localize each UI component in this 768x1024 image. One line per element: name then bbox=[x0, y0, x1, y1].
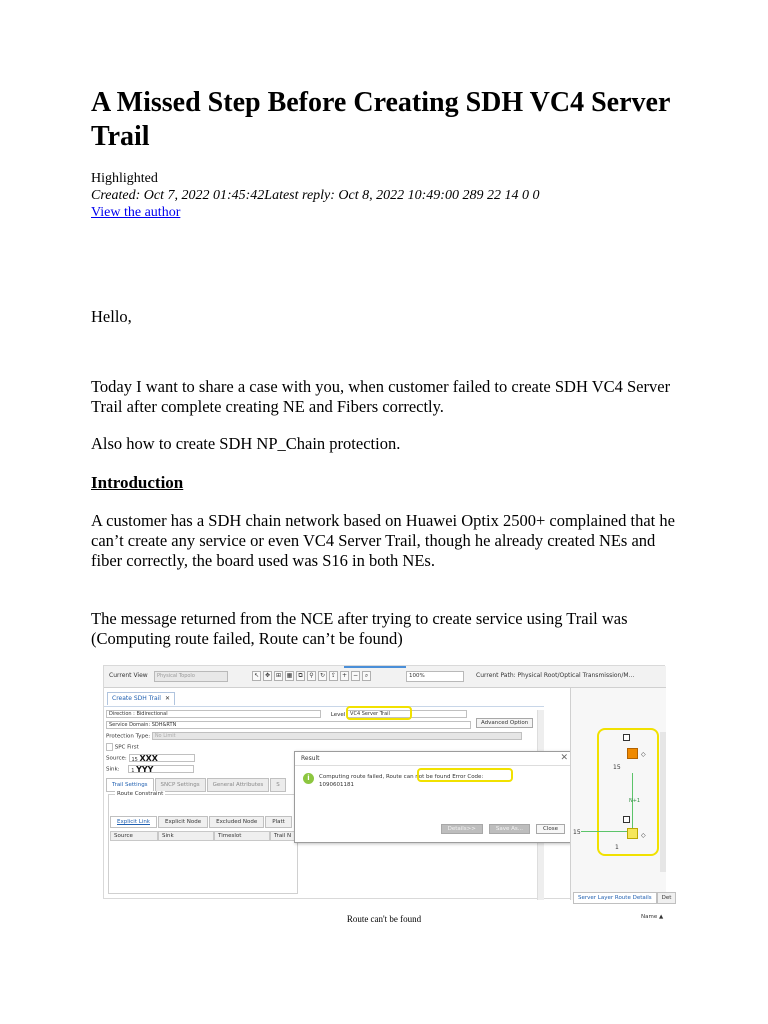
spc-first-checkbox[interactable] bbox=[106, 743, 113, 751]
dialog-message-line-1: Computing route failed, Route can not be found Error Code: bbox=[319, 774, 484, 780]
constraint-table-header bbox=[110, 831, 298, 841]
create-sdh-trail-tab[interactable] bbox=[107, 692, 175, 705]
route-constraint-tabs bbox=[110, 816, 293, 828]
name-column-header[interactable]: Name ▲ bbox=[641, 914, 664, 920]
topology-ne-number-top: 15 bbox=[613, 764, 621, 771]
tab-trail-settings[interactable]: Trail Settings bbox=[106, 778, 154, 792]
level-field[interactable]: VC4 Server Trail bbox=[347, 710, 467, 718]
nce-toolbar bbox=[104, 666, 666, 688]
details-button[interactable]: Details>> bbox=[441, 824, 483, 834]
sink-row bbox=[106, 765, 194, 775]
port-marker-top: ◇ bbox=[641, 751, 646, 758]
filter-icon[interactable]: ⚲ bbox=[307, 671, 316, 681]
sink-field[interactable] bbox=[128, 765, 194, 773]
paragraph-2: Also how to create SDH NP_Chain protection. bbox=[91, 434, 401, 453]
column-sink[interactable]: Sink bbox=[158, 831, 214, 841]
source-number: 15 bbox=[131, 757, 138, 763]
source-field[interactable] bbox=[129, 754, 195, 762]
sink-number: 1 bbox=[131, 768, 135, 774]
layout-icon[interactable]: ▦ bbox=[286, 672, 293, 679]
tree-icon[interactable]: ⊞ bbox=[275, 672, 282, 679]
paragraph-3: A customer has a SDH chain network based on Huawei Optix 2500+ complained that he can’t create any service or even VC4 Server Trail, though he already created NEs and fiber correctly, the board used was S16 in both NEs. bbox=[91, 511, 675, 570]
column-timeslot[interactable]: Timeslot bbox=[214, 831, 270, 841]
dialog-divider bbox=[295, 765, 573, 766]
topology-ne-number-side: 15 bbox=[573, 829, 581, 836]
dialog-buttons bbox=[441, 824, 565, 834]
service-domain-field[interactable]: Service Domain: SDH&RTN bbox=[106, 721, 471, 729]
current-view-field[interactable]: Physical Topolo bbox=[154, 671, 228, 682]
tab-details[interactable]: Det bbox=[657, 892, 677, 904]
toolbar-accent-line bbox=[344, 666, 406, 668]
topology-scrollbar[interactable] bbox=[660, 732, 666, 872]
view-author-link[interactable]: View the author bbox=[91, 205, 181, 220]
dialog-title: Result bbox=[301, 755, 320, 762]
form-subtabs bbox=[106, 778, 287, 792]
greeting: Hello, bbox=[91, 307, 132, 326]
protection-type-label: Protection Type: bbox=[106, 733, 151, 740]
route-detail-tabs bbox=[573, 892, 676, 904]
topology-pane bbox=[570, 688, 672, 920]
pan-icon[interactable]: ✥ bbox=[264, 672, 271, 679]
dialog-message-line-2: 1090601181 bbox=[319, 782, 354, 788]
article-meta bbox=[91, 170, 539, 221]
ne-board-icon[interactable] bbox=[623, 734, 630, 741]
result-dialog bbox=[294, 751, 574, 843]
close-button[interactable]: Close bbox=[536, 824, 565, 834]
zoom-in-icon[interactable]: + bbox=[341, 672, 348, 679]
source-ne-name: XXX bbox=[139, 754, 158, 763]
source-row bbox=[106, 754, 195, 764]
error-highlight bbox=[417, 768, 513, 782]
article-title: A Missed Step Before Creating SDH VC4 Server Trail bbox=[91, 87, 670, 152]
tab-platt[interactable]: Platt bbox=[265, 816, 292, 828]
save-as-button[interactable]: Save As... bbox=[489, 824, 530, 834]
spc-first-row bbox=[106, 743, 139, 753]
paragraph-1: Today I want to share a case with you, when customer failed to create SDH VC4 Server Trail after complete creating NE and Fibers correctly. bbox=[91, 377, 671, 416]
zoom-fit-icon[interactable]: ⌕ bbox=[362, 671, 371, 681]
fiber-link-label: N+1 bbox=[629, 798, 641, 804]
info-icon: i bbox=[303, 773, 314, 784]
select-icon[interactable]: ↖ bbox=[253, 672, 260, 679]
column-source[interactable]: Source bbox=[110, 831, 158, 841]
current-path-label: Current Path: Physical Root/Optical Transmission/M... bbox=[476, 672, 635, 679]
introduction-heading: Introduction bbox=[91, 473, 184, 492]
route-constraint-group bbox=[108, 791, 298, 894]
tab-server-layer-route-details[interactable]: Server Layer Route Details bbox=[573, 892, 657, 904]
refresh-icon[interactable]: ↻ bbox=[319, 672, 326, 679]
toolbar-icons bbox=[252, 671, 371, 681]
direction-field[interactable]: Direction : Bidirectional bbox=[106, 710, 321, 718]
zoom-select[interactable]: 100% bbox=[406, 671, 464, 682]
tab-explicit-node[interactable]: Explicit Node bbox=[158, 816, 208, 828]
ne-yyy-icon[interactable] bbox=[627, 828, 638, 839]
port-marker-bottom: ◇ bbox=[641, 832, 646, 839]
sink-ne-name: YYY bbox=[136, 765, 154, 774]
tab-general-attributes[interactable]: General Attributes bbox=[207, 778, 270, 792]
highlight-status: Highlighted bbox=[91, 171, 158, 186]
service-domain-row bbox=[106, 721, 471, 731]
ne-board-icon-bottom[interactable] bbox=[623, 816, 630, 823]
direction-row bbox=[106, 710, 467, 720]
source-label: Source: bbox=[106, 755, 127, 762]
level-highlight bbox=[346, 706, 412, 720]
advanced-option-button[interactable]: Advanced Option bbox=[476, 718, 533, 728]
route-constraint-title: Route Constraint bbox=[117, 791, 164, 797]
tab-close-icon[interactable]: ✕ bbox=[164, 695, 170, 702]
sink-label: Sink: bbox=[106, 766, 120, 773]
protection-type-field[interactable]: No Limit bbox=[152, 732, 522, 740]
fiber-link-vertical bbox=[632, 773, 633, 835]
current-view-label: Current View bbox=[109, 672, 148, 679]
paragraph-4: The message returned from the NCE after trying to create service using Trail was (Computing route failed, Route can’t be found) bbox=[91, 609, 628, 648]
figure-caption: Route can't be found bbox=[346, 914, 422, 924]
dialog-close-icon[interactable]: ✕ bbox=[560, 753, 568, 763]
column-trail-name[interactable]: Trail N bbox=[270, 831, 298, 841]
tab-explicit-link[interactable]: Explicit Link bbox=[110, 816, 157, 828]
spc-first-label: SPC First bbox=[114, 744, 139, 751]
zoom-out-icon[interactable]: − bbox=[352, 672, 359, 679]
tab-s[interactable]: S bbox=[270, 778, 286, 792]
ne-xxx-icon[interactable] bbox=[627, 748, 638, 759]
fiber-link-horizontal bbox=[581, 831, 631, 832]
topology-ne-number-bottom: 1 bbox=[615, 844, 619, 851]
link-icon[interactable]: ⧉ bbox=[296, 671, 305, 681]
tab-sncp-settings[interactable]: SNCP Settings bbox=[155, 778, 206, 792]
export-icon[interactable]: ⇪ bbox=[330, 672, 337, 679]
tab-excluded-node[interactable]: Excluded Node bbox=[209, 816, 264, 828]
created-line: Created: Oct 7, 2022 01:45:42Latest reply: Oct 8, 2022 10:49:00 289 22 14 0 0 bbox=[91, 188, 540, 203]
tab-label: Create SDH Trail bbox=[112, 695, 161, 702]
protection-type-row bbox=[106, 732, 522, 742]
level-label: Level bbox=[330, 711, 346, 718]
